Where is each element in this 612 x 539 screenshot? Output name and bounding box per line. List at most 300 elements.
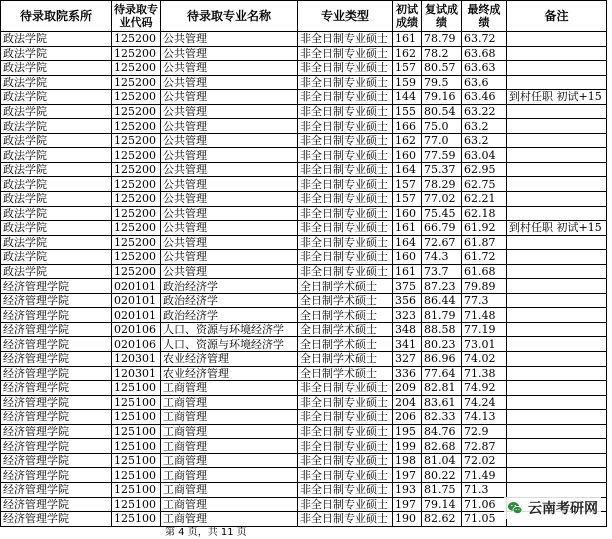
cell-major-name: 政治经济学 [161,293,298,308]
cell-final-score: 72.87 [462,439,507,454]
table-row [1,337,607,352]
cell-final-score: 79.89 [462,279,507,294]
cell-program-type: 非全日制专业硕士 [298,192,393,207]
cell-retest-score: 80.54 [422,104,462,119]
cell-program-type: 非全日制专业硕士 [298,32,393,47]
table-row [1,424,607,439]
cell-initial-score: 164 [393,235,422,250]
cell-department: 经济管理学院 [1,482,112,497]
cell-remarks [507,148,607,163]
cell-program-type: 全日制学术硕士 [298,279,393,294]
cell-remarks [507,322,607,337]
cell-final-score: 62.21 [462,192,507,207]
cell-major-code: 125200 [112,250,161,265]
cell-final-score: 63.2 [462,133,507,148]
cell-major-name: 公共管理 [161,192,298,207]
cell-department: 政法学院 [1,162,112,177]
cell-initial-score: 157 [393,192,422,207]
cell-department: 经济管理学院 [1,366,112,381]
cell-retest-score: 77.64 [422,366,462,381]
cell-program-type: 非全日制专业硕士 [298,264,393,279]
cell-initial-score: 160 [393,206,422,221]
cell-program-type: 非全日制专业硕士 [298,453,393,468]
cell-major-name: 工商管理 [161,381,298,396]
cell-program-type: 非全日制专业硕士 [298,424,393,439]
cell-major-name: 公共管理 [161,61,298,76]
cell-final-score: 71.06 [462,497,507,512]
cell-major-name: 公共管理 [161,75,298,90]
cell-initial-score: 341 [393,337,422,352]
cell-remarks [507,352,607,367]
header-program-type: 专业类型 [298,1,393,32]
cell-department: 政法学院 [1,32,112,47]
cell-major-code: 120301 [112,366,161,381]
cell-major-code: 125100 [112,395,161,410]
cell-retest-score: 84.76 [422,424,462,439]
cell-initial-score: 209 [393,381,422,396]
cell-initial-score: 160 [393,250,422,265]
cell-department: 经济管理学院 [1,410,112,425]
cell-department: 经济管理学院 [1,381,112,396]
cell-retest-score: 82.62 [422,512,462,527]
table-row [1,192,607,207]
cell-program-type: 非全日制专业硕士 [298,162,393,177]
cell-department: 政法学院 [1,90,112,105]
cell-major-name: 公共管理 [161,250,298,265]
cell-retest-score: 79.14 [422,497,462,512]
cell-initial-score: 356 [393,293,422,308]
cell-initial-score: 199 [393,439,422,454]
cell-department: 经济管理学院 [1,439,112,454]
cell-program-type: 非全日制专业硕士 [298,104,393,119]
cell-remarks [507,250,607,265]
cell-major-name: 公共管理 [161,148,298,163]
cell-final-score: 62.18 [462,206,507,221]
cell-initial-score: 164 [393,162,422,177]
cell-retest-score: 73.7 [422,264,462,279]
cell-initial-score: 348 [393,322,422,337]
cell-major-name: 工商管理 [161,424,298,439]
cell-initial-score: 157 [393,177,422,192]
cell-department: 经济管理学院 [1,497,112,512]
cell-remarks [507,482,607,497]
cell-major-name: 工商管理 [161,512,298,527]
cell-major-name: 工商管理 [161,453,298,468]
cell-program-type: 全日制学术硕士 [298,322,393,337]
cell-major-name: 公共管理 [161,119,298,134]
cell-major-name: 工商管理 [161,468,298,483]
cell-major-name: 公共管理 [161,221,298,236]
cell-retest-score: 78.79 [422,32,462,47]
cell-initial-score: 161 [393,221,422,236]
cell-initial-score: 155 [393,104,422,119]
cell-program-type: 全日制学术硕士 [298,337,393,352]
cell-retest-score: 81.75 [422,482,462,497]
cell-program-type: 非全日制专业硕士 [298,439,393,454]
cell-major-name: 公共管理 [161,177,298,192]
cell-major-name: 公共管理 [161,90,298,105]
cell-major-name: 人口、资源与环境经济学 [161,337,298,352]
cell-initial-score: 190 [393,512,422,527]
cell-major-code: 125200 [112,221,161,236]
cell-final-score: 61.87 [462,235,507,250]
cell-initial-score: 206 [393,410,422,425]
cell-program-type: 非全日制专业硕士 [298,90,393,105]
cell-major-code: 125100 [112,424,161,439]
cell-major-name: 工商管理 [161,410,298,425]
cell-remarks [507,424,607,439]
cell-department: 经济管理学院 [1,352,112,367]
cell-retest-score: 77.02 [422,192,462,207]
cell-remarks [507,61,607,76]
cell-retest-score: 82.33 [422,410,462,425]
cell-initial-score: 336 [393,366,422,381]
cell-major-name: 公共管理 [161,162,298,177]
cell-major-name: 公共管理 [161,206,298,221]
cell-department: 政法学院 [1,75,112,90]
cell-retest-score: 74.3 [422,250,462,265]
cell-initial-score: 327 [393,352,422,367]
table-row [1,410,607,425]
cell-remarks [507,133,607,148]
table-body [1,32,607,527]
header-major-code: 待录取专业代码 [112,1,161,32]
cell-department: 政法学院 [1,148,112,163]
cell-remarks [507,264,607,279]
cell-final-score: 71.3 [462,482,507,497]
cell-major-code: 125200 [112,192,161,207]
cell-initial-score: 204 [393,395,422,410]
cell-retest-score: 79.16 [422,90,462,105]
cell-department: 经济管理学院 [1,293,112,308]
cell-department: 经济管理学院 [1,512,112,527]
cell-retest-score: 75.0 [422,119,462,134]
cell-final-score: 77.3 [462,293,507,308]
table-row [1,133,607,148]
table-row [1,453,607,468]
cell-department: 政法学院 [1,133,112,148]
cell-major-name: 工商管理 [161,497,298,512]
cell-department: 经济管理学院 [1,279,112,294]
cell-department: 经济管理学院 [1,395,112,410]
cell-final-score: 74.24 [462,395,507,410]
header-retest-score: 复试成绩 [422,1,462,32]
cell-final-score: 61.68 [462,264,507,279]
cell-retest-score: 77.0 [422,133,462,148]
cell-initial-score: 198 [393,453,422,468]
cell-final-score: 63.2 [462,119,507,134]
cell-major-code: 125100 [112,497,161,512]
cell-program-type: 非全日制专业硕士 [298,497,393,512]
cell-major-name: 公共管理 [161,133,298,148]
cell-major-code: 125200 [112,177,161,192]
cell-remarks [507,453,607,468]
cell-final-score: 63.6 [462,75,507,90]
cell-major-code: 125100 [112,439,161,454]
cell-program-type: 全日制学术硕士 [298,308,393,323]
table-row [1,264,607,279]
cell-program-type: 非全日制专业硕士 [298,381,393,396]
cell-retest-score: 86.44 [422,293,462,308]
cell-major-name: 工商管理 [161,482,298,497]
table-row [1,468,607,483]
cell-remarks [507,177,607,192]
cell-retest-score: 80.22 [422,468,462,483]
cell-program-type: 非全日制专业硕士 [298,119,393,134]
cell-major-code: 125200 [112,90,161,105]
cell-remarks [507,468,607,483]
cell-initial-score: 323 [393,308,422,323]
wechat-icon [507,500,523,516]
table-row [1,366,607,381]
cell-initial-score: 197 [393,468,422,483]
table-row [1,482,607,497]
cell-major-code: 125200 [112,264,161,279]
cell-remarks [507,119,607,134]
cell-final-score: 71.38 [462,366,507,381]
cell-major-code: 125100 [112,453,161,468]
table-row [1,46,607,61]
cell-remarks [507,410,607,425]
table-row [1,439,607,454]
cell-final-score: 62.75 [462,177,507,192]
cell-initial-score: 166 [393,119,422,134]
cell-major-code: 125100 [112,381,161,396]
cell-retest-score: 79.5 [422,75,462,90]
cell-final-score: 63.04 [462,148,507,163]
cell-final-score: 71.05 [462,512,507,527]
cell-initial-score: 161 [393,32,422,47]
page-footer: 第 4 页，共 11 页 [165,527,247,538]
cell-major-name: 人口、资源与环境经济学 [161,322,298,337]
table-row [1,235,607,250]
table-row [1,104,607,119]
cell-department: 政法学院 [1,104,112,119]
cell-final-score: 63.72 [462,32,507,47]
cell-final-score: 63.63 [462,61,507,76]
cell-final-score: 74.02 [462,352,507,367]
cell-major-code: 125200 [112,235,161,250]
cell-initial-score: 162 [393,133,422,148]
cell-program-type: 非全日制专业硕士 [298,235,393,250]
cell-major-code: 120301 [112,352,161,367]
table-row [1,352,607,367]
cell-department: 政法学院 [1,119,112,134]
table-row [1,250,607,265]
cell-retest-score: 86.96 [422,352,462,367]
cell-program-type: 全日制学术硕士 [298,366,393,381]
cell-department: 政法学院 [1,250,112,265]
cell-final-score: 77.19 [462,322,507,337]
cell-department: 经济管理学院 [1,322,112,337]
cell-final-score: 63.22 [462,104,507,119]
table-row [1,381,607,396]
header-department: 待录取院系所 [1,1,112,32]
cell-final-score: 63.46 [462,90,507,105]
cell-major-code: 125100 [112,482,161,497]
cell-initial-score: 375 [393,279,422,294]
cell-department: 政法学院 [1,61,112,76]
cell-program-type: 非全日制专业硕士 [298,148,393,163]
cell-final-score: 72.9 [462,424,507,439]
cell-major-code: 125200 [112,206,161,221]
cell-department: 政法学院 [1,177,112,192]
cell-remarks [507,104,607,119]
cell-program-type: 全日制学术硕士 [298,352,393,367]
cell-major-name: 公共管理 [161,264,298,279]
cell-initial-score: 160 [393,148,422,163]
cell-remarks [507,381,607,396]
cell-program-type: 非全日制专业硕士 [298,46,393,61]
table-row [1,162,607,177]
cell-retest-score: 78.2 [422,46,462,61]
table-row [1,90,607,105]
cell-retest-score: 75.37 [422,162,462,177]
header-remarks: 备注 [507,1,607,32]
cell-initial-score: 193 [393,482,422,497]
cell-initial-score: 197 [393,497,422,512]
cell-retest-score: 80.57 [422,61,462,76]
cell-department: 政法学院 [1,235,112,250]
cell-major-code: 125200 [112,75,161,90]
cell-retest-score: 87.23 [422,279,462,294]
cell-major-code: 125100 [112,410,161,425]
header-major-name: 待录取专业名称 [161,1,298,32]
cell-retest-score: 81.04 [422,453,462,468]
cell-program-type: 非全日制专业硕士 [298,61,393,76]
cell-remarks [507,308,607,323]
table-row [1,206,607,221]
cell-major-name: 公共管理 [161,32,298,47]
cell-retest-score: 72.67 [422,235,462,250]
cell-major-name: 工商管理 [161,439,298,454]
cell-department: 经济管理学院 [1,453,112,468]
cell-major-name: 政治经济学 [161,279,298,294]
cell-program-type: 非全日制专业硕士 [298,482,393,497]
cell-remarks [507,192,607,207]
cell-department: 政法学院 [1,46,112,61]
cell-major-name: 公共管理 [161,104,298,119]
cell-retest-score: 81.79 [422,308,462,323]
cell-retest-score: 80.23 [422,337,462,352]
cell-final-score: 71.49 [462,468,507,483]
table-row [1,322,607,337]
cell-department: 政法学院 [1,192,112,207]
table-row [1,32,607,47]
cell-remarks [507,366,607,381]
table-row [1,221,607,236]
cell-department: 经济管理学院 [1,337,112,352]
cell-final-score: 71.48 [462,308,507,323]
cell-department: 经济管理学院 [1,424,112,439]
header-final-score: 最终成绩 [462,1,507,32]
cell-major-code: 020106 [112,322,161,337]
cell-major-code: 125200 [112,61,161,76]
cell-department: 政法学院 [1,221,112,236]
cell-retest-score: 82.81 [422,381,462,396]
cell-program-type: 非全日制专业硕士 [298,410,393,425]
cell-remarks [507,337,607,352]
cell-program-type: 非全日制专业硕士 [298,468,393,483]
table-row [1,61,607,76]
cell-major-name: 农业经济管理 [161,366,298,381]
cell-initial-score: 162 [393,46,422,61]
cell-remarks [507,439,607,454]
cell-retest-score: 83.61 [422,395,462,410]
cell-initial-score: 157 [393,61,422,76]
cell-program-type: 非全日制专业硕士 [298,206,393,221]
cell-major-code: 125100 [112,512,161,527]
cell-department: 政法学院 [1,206,112,221]
cell-program-type: 非全日制专业硕士 [298,395,393,410]
table-row [1,75,607,90]
table-row [1,148,607,163]
cell-final-score: 73.01 [462,337,507,352]
cell-retest-score: 78.29 [422,177,462,192]
cell-final-score: 74.13 [462,410,507,425]
cell-major-code: 020101 [112,293,161,308]
cell-retest-score: 77.59 [422,148,462,163]
cell-major-name: 公共管理 [161,235,298,250]
cell-remarks [507,32,607,47]
cell-retest-score: 75.45 [422,206,462,221]
cell-major-code: 125200 [112,162,161,177]
cell-program-type: 非全日制专业硕士 [298,177,393,192]
cell-major-code: 020106 [112,337,161,352]
cell-department: 政法学院 [1,264,112,279]
cell-remarks [507,235,607,250]
table-header-row [1,1,607,32]
cell-program-type: 非全日制专业硕士 [298,221,393,236]
cell-initial-score: 161 [393,264,422,279]
cell-initial-score: 195 [393,424,422,439]
cell-initial-score: 159 [393,75,422,90]
cell-major-code: 125200 [112,133,161,148]
table-row [1,308,607,323]
cell-remarks [507,75,607,90]
cell-final-score: 61.72 [462,250,507,265]
cell-major-name: 农业经济管理 [161,352,298,367]
cell-retest-score: 88.58 [422,322,462,337]
table-row [1,395,607,410]
cell-department: 经济管理学院 [1,468,112,483]
cell-major-code: 125100 [112,468,161,483]
cell-major-name: 政治经济学 [161,308,298,323]
cell-final-score: 62.95 [462,162,507,177]
cell-department: 经济管理学院 [1,308,112,323]
cell-major-code: 020101 [112,279,161,294]
cell-remarks [507,293,607,308]
cell-final-score: 63.68 [462,46,507,61]
cell-retest-score: 66.79 [422,221,462,236]
cell-initial-score: 144 [393,90,422,105]
cell-program-type: 非全日制专业硕士 [298,512,393,527]
cell-final-score: 61.92 [462,221,507,236]
cell-program-type: 非全日制专业硕士 [298,75,393,90]
cell-major-code: 125200 [112,46,161,61]
cell-major-code: 125200 [112,32,161,47]
table-row [1,279,607,294]
cell-remarks [507,206,607,221]
cell-remarks [507,279,607,294]
cell-program-type: 全日制学术硕士 [298,293,393,308]
cell-major-code: 125200 [112,119,161,134]
cell-remarks: 到村任职 初试+15 [507,90,607,105]
cell-major-code: 020101 [112,308,161,323]
table-row [1,177,607,192]
cell-remarks [507,46,607,61]
cell-remarks [507,162,607,177]
